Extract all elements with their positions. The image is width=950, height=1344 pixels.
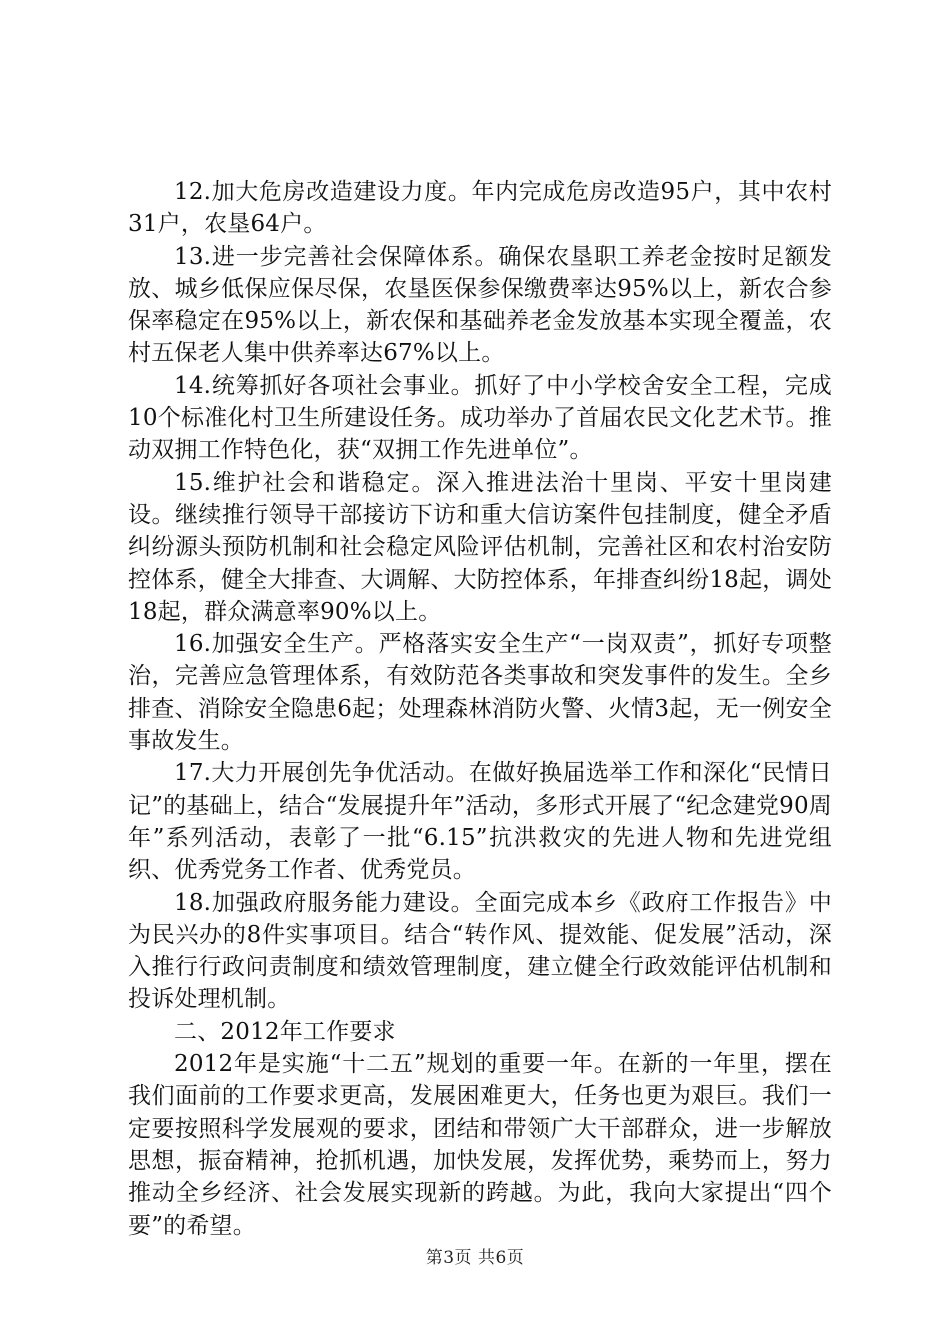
paragraph-item-13: 13.进一步完善社会保障体系。确保农垦职工养老金按时足额发放、城乡低保应保尽保，农垦医保参保缴费率达95%以上，新农合参保率稳定在95%以上，新农保和基础养老金发放基本实现全覆盖，农村五保老人集中供养率达67%以上。 [128, 243, 832, 367]
section-heading: 二、2012年工作要求 [174, 1018, 396, 1045]
paragraph-item-18: 18.加强政府服务能力建设。全面完成本乡《政府工作报告》中为民兴办的8件实事项目。结合“转作风、提效能、促发展”活动，深入推行行政问责制度和绩效管理制度，建立健全行政效能评估机制和投诉处理机制。 [128, 889, 832, 1013]
paragraph-item-14: 14.统筹抓好各项社会事业。抓好了中小学校舍安全工程，完成10个标准化村卫生所建设任务。成功举办了首届农民文化艺术节。推动双拥工作特色化，获“双拥工作先进单位”。 [128, 372, 832, 464]
document-body [128, 176, 832, 1242]
paragraph-item-12: 12.加大危房改造建设力度。年内完成危房改造95户，其中农村31户，农垦64户。 [128, 179, 832, 238]
page-footer: 第3页 共6页 [425, 1248, 525, 1268]
paragraph-item-15: 15.维护社会和谐稳定。深入推进法治十里岗、平安十里岗建设。继续推行领导干部接访下访和重大信访案件包挂制度，健全矛盾纠纷源头预防机制和社会稳定风险评估机制，完善社区和农村治安防控体系，健全大排查、大调解、大防控体系，年排查纠纷18起，调处18起，群众满意率90%以上。 [128, 469, 832, 625]
paragraph-item-17: 17.大力开展创先争优活动。在做好换届选举工作和深化“民情日记”的基础上，结合“发展提升年”活动，多形式开展了“纪念建党90周年”系列活动，表彰了一批“6.15”抗洪救灾的先进人物和先进党组织、优秀党务工作者、优秀党员。 [128, 760, 832, 884]
paragraph-item-16: 16.加强安全生产。严格落实安全生产“一岗双责”，抓好专项整治，完善应急管理体系，有效防范各类事故和突发事件的发生。全乡排查、消除安全隐患6起；处理森林消防火警、火情3起，无一例安全事故发生。 [128, 631, 832, 755]
paragraph-2012-requirements: 2012年是实施“十二五”规划的重要一年。在新的一年里，摆在我们面前的工作要求更高，发展困难更大，任务也更为艰巨。我们一定要按照科学发展观的要求，团结和带领广大干部群众，进一步解放思想，振奋精神，抢抓机遇，加快发展，发挥优势，乘势而上，努力推动全乡经济、社会发展实现新的跨越。为此，我向大家提出“四个要”的希望。 [128, 1051, 832, 1239]
